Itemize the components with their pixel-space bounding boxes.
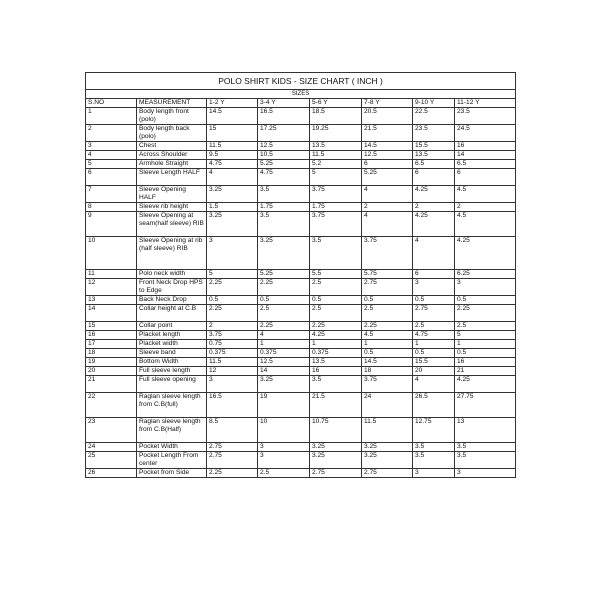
table-row	[86, 186, 516, 203]
table-row	[86, 358, 516, 367]
size-value-cell: 8.5	[207, 418, 258, 443]
size-value-cell: 11.5	[207, 358, 258, 367]
table-row	[86, 160, 516, 169]
size-value-cell: 17.25	[258, 125, 310, 142]
size-value-cell: 16.5	[258, 108, 310, 125]
size-value-cell: 12.5	[362, 151, 413, 160]
row-number-cell: 15	[86, 322, 137, 331]
size-value-cell: 23.5	[455, 108, 516, 125]
size-value-cell: 15	[207, 125, 258, 142]
row-number-cell: 11	[86, 270, 137, 279]
size-value-cell: 2.5	[455, 322, 516, 331]
header-row	[86, 99, 516, 108]
size-value-cell: 2.75	[207, 452, 258, 469]
measurement-cell: Body length front (polo)	[137, 108, 207, 125]
size-value-cell: 4.5	[455, 186, 516, 203]
measurement-cell: Sleeve Length HALF	[137, 169, 207, 186]
row-number-cell: 16	[86, 331, 137, 340]
size-value-cell: 6.5	[413, 160, 455, 169]
size-value-cell: 12.5	[258, 142, 310, 151]
table-row	[86, 305, 516, 322]
size-value-cell: 0.5	[455, 296, 516, 305]
size-value-cell: 2	[207, 322, 258, 331]
size-value-cell: 2.5	[362, 305, 413, 322]
measurement-cell: Placket width	[137, 340, 207, 349]
size-value-cell: 2.25	[207, 305, 258, 322]
row-number-cell: 19	[86, 358, 137, 367]
measurement-cell: Sleeve Opening at seam(half sleeve) RIB	[137, 212, 207, 237]
size-value-cell: 23.5	[413, 125, 455, 142]
size-value-cell: 13.5	[413, 151, 455, 160]
size-value-cell: 2.25	[207, 469, 258, 478]
measurement-cell: Across Shoulder	[137, 151, 207, 160]
size-value-cell: 2.5	[258, 305, 310, 322]
row-number-cell: 3	[86, 142, 137, 151]
size-value-cell: 14.5	[362, 358, 413, 367]
size-value-cell: 5.5	[310, 270, 362, 279]
size-value-cell: 15.5	[413, 142, 455, 151]
measurement-cell: Back Neck Drop	[137, 296, 207, 305]
measurement-cell: Pocket Length From center	[137, 452, 207, 469]
header-cell: 5-6 Y	[310, 99, 362, 108]
header-cell: 1-2 Y	[207, 99, 258, 108]
row-number-cell: 21	[86, 376, 137, 393]
table-row	[86, 237, 516, 270]
row-number-cell: 20	[86, 367, 137, 376]
size-value-cell: 3.5	[258, 186, 310, 203]
size-value-cell: 0.5	[413, 349, 455, 358]
size-value-cell: 3.5	[455, 452, 516, 469]
size-value-cell: 5	[207, 270, 258, 279]
measurement-cell: Sleeve rib height	[137, 203, 207, 212]
size-value-cell: 0.5	[362, 296, 413, 305]
title-row	[86, 73, 516, 90]
size-value-cell: 6	[455, 169, 516, 186]
size-value-cell: 1.75	[258, 203, 310, 212]
size-value-cell: 21.5	[310, 393, 362, 418]
size-value-cell: 3.25	[258, 237, 310, 270]
table-row	[86, 296, 516, 305]
size-value-cell: 19.25	[310, 125, 362, 142]
size-value-cell: 4.25	[413, 212, 455, 237]
size-value-cell: 3.25	[207, 186, 258, 203]
size-value-cell: 3	[258, 443, 310, 452]
table-row	[86, 108, 516, 125]
size-value-cell: 0.5	[362, 349, 413, 358]
row-number-cell: 4	[86, 151, 137, 160]
size-value-cell: 6.25	[455, 270, 516, 279]
row-number-cell: 17	[86, 340, 137, 349]
size-value-cell: 24	[362, 393, 413, 418]
size-value-cell: 4	[207, 169, 258, 186]
size-value-cell: 5	[310, 169, 362, 186]
size-value-cell: 1	[455, 340, 516, 349]
size-value-cell: 3.5	[258, 212, 310, 237]
size-value-cell: 2.75	[207, 443, 258, 452]
size-value-cell: 2.75	[310, 469, 362, 478]
size-value-cell: 3	[413, 469, 455, 478]
header-cell: 3-4 Y	[258, 99, 310, 108]
size-value-cell: 3.75	[310, 186, 362, 203]
size-value-cell: 2.5	[413, 322, 455, 331]
size-value-cell: 3.75	[310, 212, 362, 237]
size-value-cell: 20.5	[362, 108, 413, 125]
size-value-cell: 1	[258, 340, 310, 349]
size-value-cell: 16	[455, 358, 516, 367]
size-value-cell: 5.25	[258, 160, 310, 169]
header-cell: 7-8 Y	[362, 99, 413, 108]
measurement-cell: Armhole Straight	[137, 160, 207, 169]
size-value-cell: 1	[310, 340, 362, 349]
row-number-cell: 18	[86, 349, 137, 358]
size-value-cell: 9.5	[207, 151, 258, 160]
size-value-cell: 3.5	[310, 376, 362, 393]
measurement-cell: Collar point	[137, 322, 207, 331]
measurement-cell: Raglan sleeve length from C.B(Half)	[137, 418, 207, 443]
size-value-cell: 16	[455, 142, 516, 151]
row-number-cell: 5	[86, 160, 137, 169]
measurement-cell: Pocket from Side	[137, 469, 207, 478]
size-value-cell: 14.5	[362, 142, 413, 151]
size-value-cell: 0.5	[207, 296, 258, 305]
size-value-cell: 3.25	[310, 452, 362, 469]
row-number-cell: 10	[86, 237, 137, 270]
size-value-cell: 0.5	[455, 349, 516, 358]
size-value-cell: 4	[362, 212, 413, 237]
size-value-cell: 21.5	[362, 125, 413, 142]
size-value-cell: 5.2	[310, 160, 362, 169]
size-value-cell: 2.75	[362, 469, 413, 478]
size-value-cell: 3.25	[362, 452, 413, 469]
size-chart	[85, 72, 515, 478]
size-value-cell: 3	[455, 279, 516, 296]
size-value-cell: 3	[207, 376, 258, 393]
size-value-cell: 6	[413, 169, 455, 186]
row-number-cell: 25	[86, 452, 137, 469]
header-cell: MEASUREMENT	[137, 99, 207, 108]
size-value-cell: 0.5	[258, 296, 310, 305]
size-value-cell: 10.75	[310, 418, 362, 443]
size-value-cell: 3.25	[207, 212, 258, 237]
size-value-cell: 4.75	[413, 331, 455, 340]
table-row	[86, 331, 516, 340]
size-value-cell: 6.5	[455, 160, 516, 169]
size-value-cell: 0.5	[413, 296, 455, 305]
size-value-cell: 3	[207, 237, 258, 270]
table-row	[86, 340, 516, 349]
measurement-cell: Placket length	[137, 331, 207, 340]
size-value-cell: 2.25	[258, 322, 310, 331]
size-value-cell: 11.5	[310, 151, 362, 160]
row-number-cell: 26	[86, 469, 137, 478]
size-value-cell: 2.5	[310, 279, 362, 296]
row-number-cell: 7	[86, 186, 137, 203]
size-value-cell: 21	[455, 367, 516, 376]
table-row	[86, 142, 516, 151]
size-value-cell: 2.5	[258, 469, 310, 478]
size-value-cell: 3.5	[413, 443, 455, 452]
row-number-cell: 24	[86, 443, 137, 452]
table-row	[86, 349, 516, 358]
size-value-cell: 16	[310, 367, 362, 376]
measurement-cell: Sleeve band	[137, 349, 207, 358]
size-value-cell: 2	[362, 203, 413, 212]
size-value-cell: 19	[258, 393, 310, 418]
size-value-cell: 5	[455, 331, 516, 340]
size-value-cell: 4.75	[258, 169, 310, 186]
table-row	[86, 203, 516, 212]
row-number-cell: 2	[86, 125, 137, 142]
table-row	[86, 279, 516, 296]
size-value-cell: 5.25	[362, 169, 413, 186]
size-value-cell: 4.75	[207, 160, 258, 169]
size-value-cell: 4	[362, 186, 413, 203]
size-value-cell: 3	[258, 452, 310, 469]
size-value-cell: 2.75	[362, 279, 413, 296]
size-value-cell: 2.25	[207, 279, 258, 296]
size-value-cell: 1	[362, 340, 413, 349]
measurement-cell: Body length back (polo)	[137, 125, 207, 142]
size-value-cell: 3.25	[258, 376, 310, 393]
measurement-cell: Full sleeve opening	[137, 376, 207, 393]
size-value-cell: 18	[362, 367, 413, 376]
row-number-cell: 14	[86, 305, 137, 322]
size-value-cell: 4	[258, 331, 310, 340]
table-row	[86, 452, 516, 469]
measurement-cell: Front Neck Drop HPS to Edge	[137, 279, 207, 296]
size-value-cell: 12.5	[258, 358, 310, 367]
size-value-cell: 11.5	[362, 418, 413, 443]
size-value-cell: 2.25	[258, 279, 310, 296]
table-row	[86, 270, 516, 279]
size-value-cell: 2.25	[310, 322, 362, 331]
table-row	[86, 443, 516, 452]
measurement-cell: Chest	[137, 142, 207, 151]
table-row	[86, 212, 516, 237]
size-value-cell: 2.75	[413, 305, 455, 322]
row-number-cell: 8	[86, 203, 137, 212]
size-value-cell: 14.5	[207, 108, 258, 125]
size-value-cell: 12	[207, 367, 258, 376]
sizes-label: SIZES	[86, 90, 516, 99]
sizes-row	[86, 90, 516, 99]
size-value-cell: 4.25	[455, 376, 516, 393]
row-number-cell: 6	[86, 169, 137, 186]
size-value-cell: 22.5	[413, 108, 455, 125]
size-value-cell: 3.5	[455, 443, 516, 452]
size-value-cell: 0.375	[310, 349, 362, 358]
size-value-cell: 2	[413, 203, 455, 212]
size-value-cell: 2.25	[455, 305, 516, 322]
size-value-cell: 1	[413, 340, 455, 349]
size-value-cell: 11.5	[207, 142, 258, 151]
size-value-cell: 13.5	[310, 358, 362, 367]
size-value-cell: 6	[362, 160, 413, 169]
measurement-cell: Sleeve Opening HALF	[137, 186, 207, 203]
size-value-cell: 18.5	[310, 108, 362, 125]
size-value-cell: 3	[413, 279, 455, 296]
row-number-cell: 23	[86, 418, 137, 443]
size-value-cell: 0.375	[258, 349, 310, 358]
size-value-cell: 2.25	[362, 322, 413, 331]
size-value-cell: 3.5	[413, 452, 455, 469]
size-value-cell: 6	[413, 270, 455, 279]
row-number-cell: 13	[86, 296, 137, 305]
size-value-cell: 3.75	[362, 376, 413, 393]
table-row	[86, 393, 516, 418]
measurement-cell: Raglan sleeve length from C.B(full)	[137, 393, 207, 418]
size-value-cell: 3.5	[310, 237, 362, 270]
size-value-cell: 3.75	[362, 237, 413, 270]
size-value-cell: 14	[455, 151, 516, 160]
row-number-cell: 9	[86, 212, 137, 237]
row-number-cell: 22	[86, 393, 137, 418]
size-value-cell: 4.25	[413, 186, 455, 203]
size-value-cell: 16.5	[207, 393, 258, 418]
size-value-cell: 5.75	[362, 270, 413, 279]
table-row	[86, 376, 516, 393]
measurement-cell: Full sleeve length	[137, 367, 207, 376]
measurement-cell: Collar height at C.B	[137, 305, 207, 322]
size-value-cell: 2.5	[310, 305, 362, 322]
size-value-cell: 1.75	[310, 203, 362, 212]
size-value-cell: 3.75	[207, 331, 258, 340]
header-cell: 11-12 Y	[455, 99, 516, 108]
table-row	[86, 469, 516, 478]
size-value-cell: 10	[258, 418, 310, 443]
size-value-cell: 4	[413, 376, 455, 393]
size-value-cell: 2	[455, 203, 516, 212]
size-value-cell: 13	[455, 418, 516, 443]
size-value-cell: 0.5	[310, 296, 362, 305]
size-value-cell: 10.5	[258, 151, 310, 160]
size-value-cell: 0.75	[207, 340, 258, 349]
row-number-cell: 1	[86, 108, 137, 125]
size-value-cell: 0.375	[207, 349, 258, 358]
size-value-cell: 3.25	[362, 443, 413, 452]
measurement-cell: Polo neck width	[137, 270, 207, 279]
size-value-cell: 4.25	[310, 331, 362, 340]
header-cell: S.NO	[86, 99, 137, 108]
size-value-cell: 4.5	[455, 212, 516, 237]
measurement-cell: Bottom Width	[137, 358, 207, 367]
size-value-cell: 14	[258, 367, 310, 376]
table-row	[86, 418, 516, 443]
header-cell: 9-10 Y	[413, 99, 455, 108]
size-value-cell: 4.25	[455, 237, 516, 270]
size-value-cell: 4	[413, 237, 455, 270]
row-number-cell: 12	[86, 279, 137, 296]
measurement-cell: Pocket Width	[137, 443, 207, 452]
size-value-cell: 3.25	[310, 443, 362, 452]
chart-title: POLO SHIRT KIDS - SIZE CHART ( INCH )	[86, 73, 516, 90]
size-value-cell: 3	[455, 469, 516, 478]
size-value-cell: 20	[413, 367, 455, 376]
table-row	[86, 169, 516, 186]
table-row	[86, 322, 516, 331]
size-value-cell: 5.25	[258, 270, 310, 279]
size-value-cell: 15.5	[413, 358, 455, 367]
size-value-cell: 24.5	[455, 125, 516, 142]
measurement-cell: Sleeve Opening at rib (half sleeve) RIB	[137, 237, 207, 270]
size-value-cell: 12.75	[413, 418, 455, 443]
size-value-cell: 4.5	[362, 331, 413, 340]
size-value-cell: 13.5	[310, 142, 362, 151]
size-value-cell: 1.5	[207, 203, 258, 212]
table-row	[86, 125, 516, 142]
size-chart-table	[85, 72, 516, 478]
table-row	[86, 367, 516, 376]
size-value-cell: 26.5	[413, 393, 455, 418]
size-value-cell: 27.75	[455, 393, 516, 418]
table-row	[86, 151, 516, 160]
